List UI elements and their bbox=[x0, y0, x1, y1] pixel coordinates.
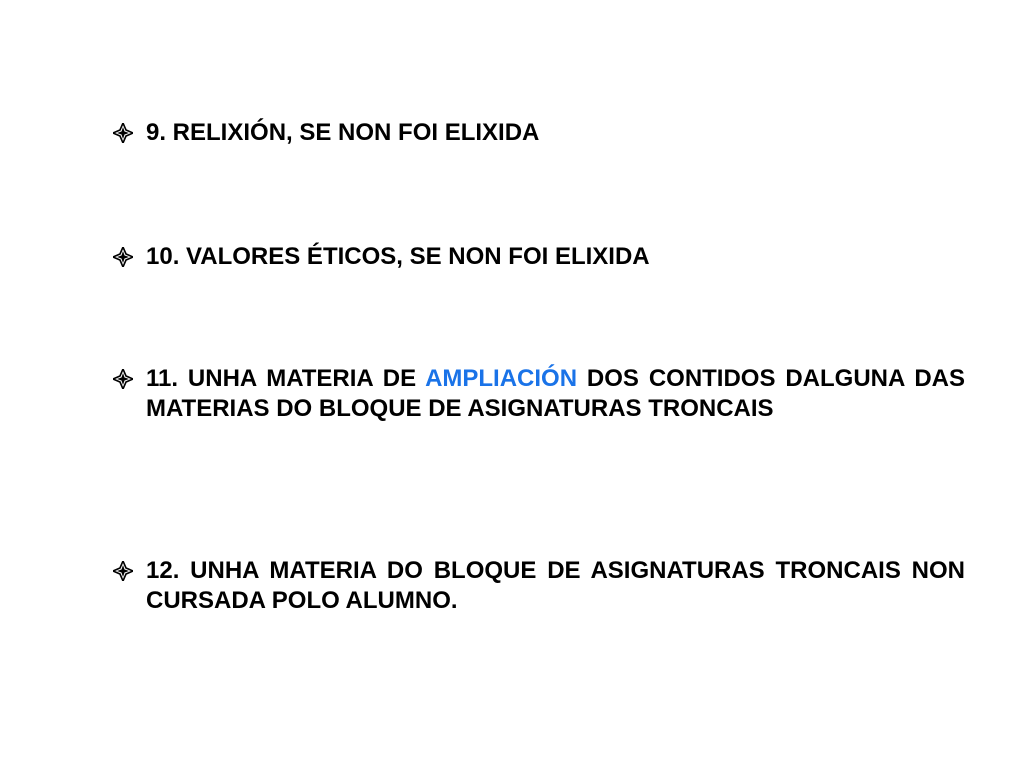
list-item bbox=[113, 242, 965, 272]
list-item-text bbox=[146, 364, 965, 424]
list-item bbox=[113, 118, 965, 148]
list-item-text: 9. RELIXIÓN, SE NON FOI ELIXIDA bbox=[146, 119, 540, 146]
list-item-text: 12. UNHA MATERIA DO BLOQUE DE ASIGNATURAS TRONCAIS NON CURSADA POLO ALUMNO. bbox=[146, 557, 965, 614]
highlight-word: AMPLIACIÓN bbox=[425, 365, 578, 392]
list-item-text-before: 11. UNHA MATERIA DE bbox=[146, 365, 426, 392]
list-item-text-after: DOS CONTIDOS DALGUNA DAS MATERIAS DO BLOQUE DE ASIGNATURAS TRONCAIS bbox=[146, 365, 965, 422]
diamond-bullet-icon bbox=[113, 364, 146, 394]
diamond-bullet-icon bbox=[113, 242, 146, 272]
list-item bbox=[113, 556, 965, 616]
list-item bbox=[113, 364, 965, 424]
diamond-bullet-icon bbox=[113, 556, 146, 586]
list-item-text: 10. VALORES ÉTICOS, SE NON FOI ELIXIDA bbox=[146, 243, 650, 270]
diamond-bullet-icon bbox=[113, 118, 146, 148]
